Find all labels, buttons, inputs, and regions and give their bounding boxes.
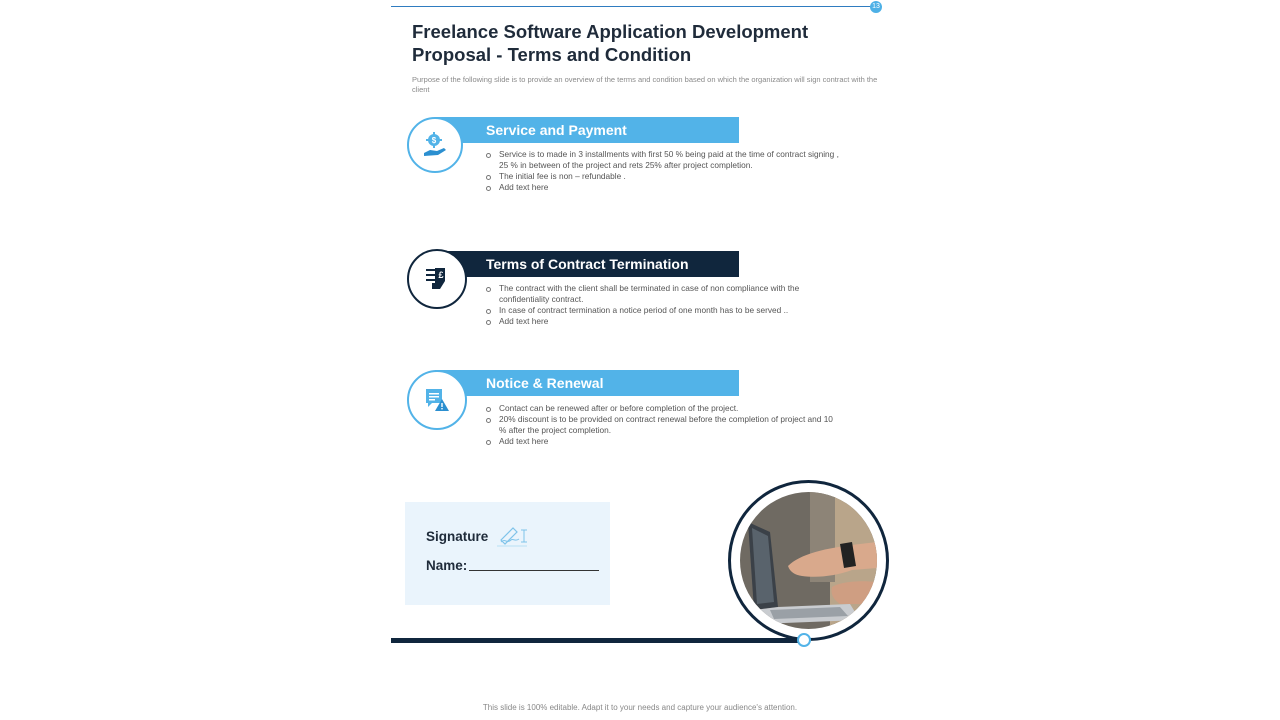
section-heading: Terms of Contract Termination	[435, 251, 739, 277]
signature-pen-icon	[497, 522, 529, 548]
header-rule	[391, 6, 871, 7]
section-bullets	[485, 149, 840, 193]
list-item: Add text here	[485, 436, 840, 447]
name-label: Name:	[426, 558, 468, 573]
section-heading: Service and Payment	[435, 117, 739, 143]
laptop-photo	[740, 492, 877, 629]
footer-dot	[797, 633, 811, 647]
hand-dollar-gear-icon	[421, 131, 449, 159]
svg-text:£: £	[438, 270, 444, 280]
section-bullets	[485, 283, 840, 327]
svg-text:$: $	[431, 136, 437, 145]
list-item: Add text here	[485, 182, 840, 193]
list-item: The initial fee is non – refundable .	[485, 171, 840, 182]
hand-pound-icon	[423, 265, 451, 293]
name-underline	[469, 570, 599, 571]
section-icon-circle	[407, 249, 467, 309]
document-warning-icon	[423, 386, 451, 414]
list-item: 20% discount is to be provided on contract renewal before the completion of project and 10 % after the project completion.	[485, 414, 840, 436]
list-item: Service is to made in 3 installments with first 50 % being paid at the time of contract signing , 25 % in between of the project and rets 25% after project completion.	[485, 149, 840, 171]
page-subtitle: Purpose of the following slide is to provide an overview of the terms and condition based on which the organization will sign contract with the client	[412, 75, 878, 94]
signature-label: Signature	[426, 529, 489, 544]
section-heading: Notice & Renewal	[435, 370, 739, 396]
list-item: The contract with the client shall be terminated in case of non compliance with the confidentiality contract.	[485, 283, 840, 305]
section-bullets	[485, 403, 840, 447]
photo-frame	[728, 480, 889, 641]
footer-rule	[391, 638, 803, 643]
list-item: Add text here	[485, 316, 840, 327]
section-icon-circle	[407, 370, 467, 430]
page-title: Freelance Software Application Development Proposal - Terms and Condition	[412, 21, 809, 65]
list-item: Contact can be renewed after or before completion of the project.	[485, 403, 840, 414]
signature-box	[405, 502, 610, 605]
page-number-badge: 13	[870, 1, 882, 13]
section-icon-circle	[407, 117, 463, 173]
footer-note: This slide is 100% editable. Adapt it to your needs and capture your audience's attention.	[482, 703, 798, 712]
list-item: In case of contract termination a notice period of one month has to be served ..	[485, 305, 840, 316]
